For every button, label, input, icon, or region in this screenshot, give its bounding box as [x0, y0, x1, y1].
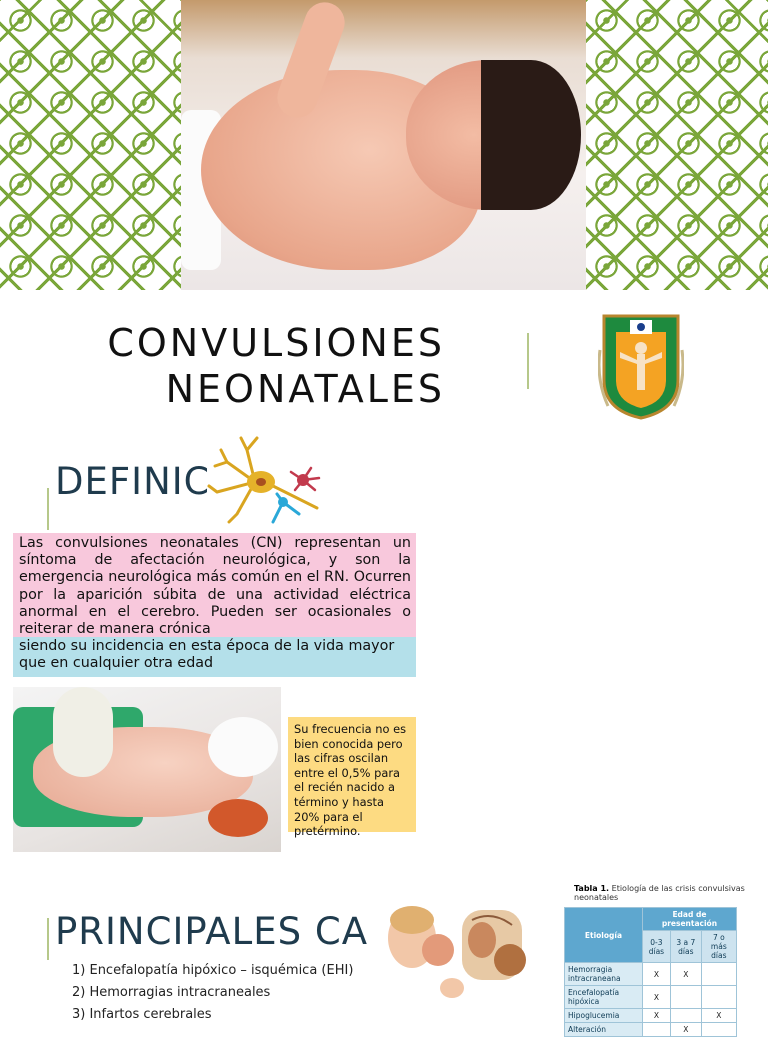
table-cell: [701, 986, 736, 1009]
table-cell: X: [642, 986, 670, 1009]
table-cell: X: [642, 1009, 670, 1023]
table-row-label: Hipoglucemia: [565, 1009, 643, 1023]
etiology-table: [564, 907, 737, 1037]
table-cell: X: [642, 963, 670, 986]
title-line-1: CONVULSIONES: [107, 321, 445, 365]
table-cell: [701, 963, 736, 986]
frequency-note-text: Su frecuencia no es bien conocida pero las cifras oscilan entre el 0,5% para el recién nacido a término y hasta 20% para el pretérmino.: [294, 722, 407, 839]
table-row: [565, 1009, 737, 1023]
table-row: [565, 1023, 737, 1037]
definition-text: [19, 535, 411, 673]
photo-baby-hair: [481, 60, 581, 210]
photo-suction-bulb: [208, 799, 268, 837]
pattern-panel-left: [0, 0, 181, 290]
pattern-panel-right: [586, 0, 768, 290]
table-caption: [574, 884, 768, 902]
table-row-label: Alteración: [565, 1023, 643, 1037]
table-row: [565, 986, 737, 1009]
title-line-2: NEONATALES: [165, 367, 445, 411]
definition-text-pink: Las convulsiones neonatales (CN) representan un síntoma de afectación neurológica, y son la emergencia neurológica más común en el RN. Ocurren por la aparición súbita de una actividad eléctrica anormal en el cerebro. Pueden ser ocasionales o reiterar de manera crónica: [19, 535, 411, 638]
newborn-exam-photo: [13, 687, 281, 852]
table-row: [565, 963, 737, 986]
table-header-edad: Edad de presentación: [642, 908, 736, 931]
causes-heading: PRINCIPALES CA: [55, 910, 368, 953]
photo-newborn-hat: [208, 717, 278, 777]
table-subheader: 3 a 7 días: [670, 931, 701, 963]
definition-heading: DEFINIC: [55, 460, 211, 503]
university-seal-logo: [598, 310, 684, 422]
table-cell: X: [670, 963, 701, 986]
photo-gloved-hand: [53, 687, 113, 777]
crying-baby-photo: [181, 0, 586, 290]
list-item: 1) Encefalopatía hipóxico – isquémica (EHI): [72, 963, 354, 978]
causes-list: [72, 960, 353, 1026]
list-item: 2) Hemorragias intracraneales: [72, 985, 271, 1000]
definition-accent-bar: [47, 488, 49, 530]
title-divider: [527, 333, 529, 389]
table-row-label: Hemorragia intracraneana: [565, 963, 643, 986]
table-cell: [642, 1023, 670, 1037]
table-cell: [670, 986, 701, 1009]
brain-malformation-illustration: [382, 890, 532, 1000]
table-cell: X: [670, 1023, 701, 1037]
table-cell: [701, 1023, 736, 1037]
definition-text-blue: siendo su incidencia en esta época de la vida mayor que en cualquier otra edad: [19, 638, 395, 672]
table-caption-text: Etiología de las crisis convulsivas neonatales: [574, 884, 745, 902]
table-header-etiologia: Etiología: [565, 908, 643, 963]
causes-accent-bar: [47, 918, 49, 960]
list-item: 3) Infartos cerebrales: [72, 1007, 212, 1022]
slide-title: [60, 320, 445, 412]
table-caption-number: Tabla 1.: [574, 884, 610, 893]
table-subheader: 7 o más días: [701, 931, 736, 963]
table-cell: X: [701, 1009, 736, 1023]
table-row-label: Encefalopatía hipóxica: [565, 986, 643, 1009]
table-cell: [670, 1009, 701, 1023]
neuron-illustration: [207, 432, 332, 527]
table-subheader: 0-3 días: [642, 931, 670, 963]
